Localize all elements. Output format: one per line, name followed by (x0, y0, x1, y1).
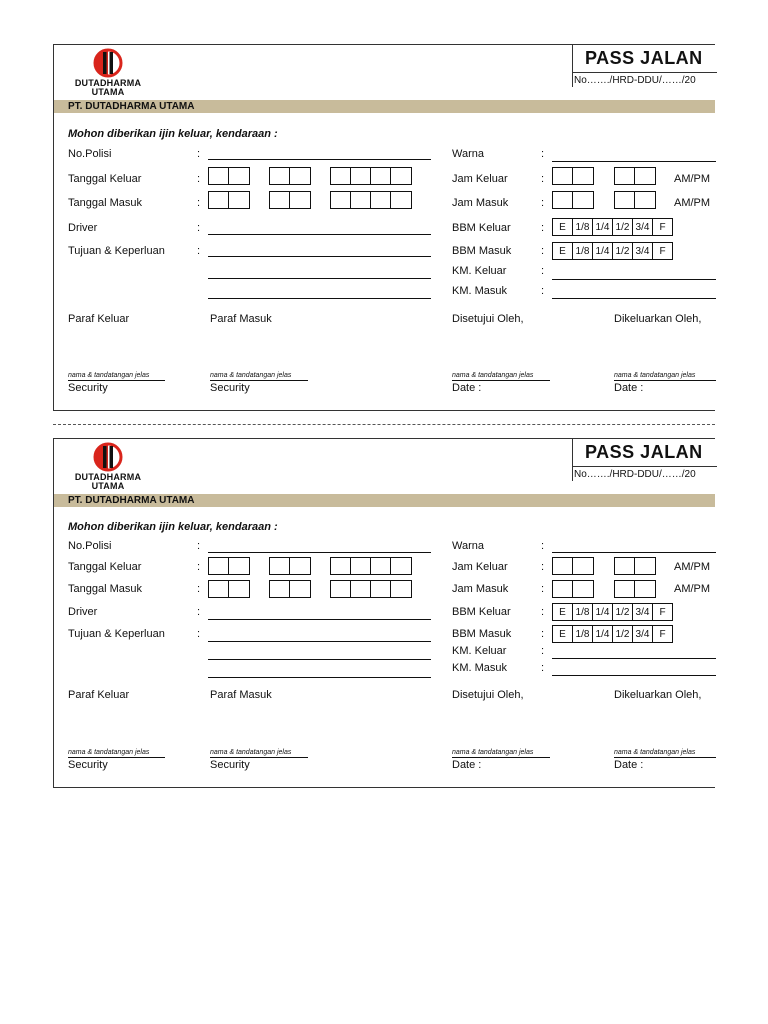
dikeluarkan-label: Dikeluarkan Oleh, (614, 313, 702, 325)
ampm-label: AM/PM (674, 583, 711, 595)
fuel-option[interactable]: E (553, 604, 573, 620)
jam-keluar-minute-boxes[interactable] (614, 167, 656, 185)
fuel-option[interactable]: 1/2 (613, 626, 633, 642)
label-km-masuk: KM. Masuk (452, 285, 508, 297)
bbm-masuk-gauge[interactable] (552, 625, 673, 643)
dikeluarkan-label: Dikeluarkan Oleh, (614, 689, 702, 701)
colon: : (197, 606, 201, 618)
tanggal-masuk-year-boxes[interactable] (330, 191, 412, 209)
label-driver: Driver (68, 606, 98, 618)
date-label: Date : (614, 382, 644, 394)
colon: : (541, 265, 545, 277)
colon: : (197, 173, 201, 185)
fuel-option[interactable]: 1/4 (593, 219, 613, 235)
ampm-label: AM/PM (674, 197, 711, 209)
fuel-option[interactable]: E (553, 219, 573, 235)
label-jam-masuk: Jam Masuk (452, 197, 509, 209)
warna-field[interactable] (552, 161, 716, 162)
colon: : (541, 628, 545, 640)
fuel-option[interactable]: F (659, 221, 666, 233)
colon: : (541, 148, 545, 160)
colon: : (197, 245, 201, 257)
tanggal-masuk-day-boxes[interactable] (208, 191, 250, 209)
date-label: Date : (452, 382, 482, 394)
fuel-option[interactable]: 1/4 (593, 243, 613, 259)
fuel-option[interactable]: 1/2 (613, 219, 633, 235)
tanggal-keluar-day-boxes[interactable] (208, 167, 250, 185)
signature-hint: nama & tandatangan jelas (614, 749, 716, 758)
warna-field[interactable] (552, 552, 716, 553)
label-tanggal-masuk: Tanggal Masuk (68, 197, 142, 209)
signature-hint: nama & tandatangan jelas (210, 749, 308, 758)
driver-field[interactable] (208, 234, 431, 235)
fuel-option[interactable]: 3/4 (633, 243, 653, 259)
fuel-option[interactable]: 1/8 (573, 219, 593, 235)
logo-text-line1: DUTADHARMA (74, 78, 142, 88)
colon: : (541, 606, 545, 618)
label-km-keluar: KM. Keluar (452, 265, 507, 277)
colon: : (197, 583, 201, 595)
date-label: Date : (614, 759, 644, 771)
colon: : (197, 197, 201, 209)
pass-jalan-form-1 (53, 44, 715, 411)
label-bbm-masuk: BBM Masuk (452, 245, 512, 257)
colon: : (541, 662, 545, 674)
tujuan-field-3[interactable] (208, 677, 431, 678)
tujuan-field-1[interactable] (208, 256, 431, 257)
fuel-option[interactable]: 1/8 (573, 604, 593, 620)
intro-text: Mohon diberikan ijin keluar, kendaraan : (68, 128, 278, 140)
security-label: Security (210, 759, 250, 771)
logo-icon (92, 47, 124, 79)
logo-icon (92, 441, 124, 473)
bbm-keluar-gauge[interactable] (552, 603, 673, 621)
disetujui-label: Disetujui Oleh, (452, 689, 524, 701)
colon: : (541, 583, 545, 595)
fuel-option[interactable]: 1/4 (593, 604, 613, 620)
label-bbm-masuk: BBM Masuk (452, 628, 512, 640)
colon: : (197, 561, 201, 573)
signature-hint: nama & tandatangan jelas (452, 372, 550, 381)
label-km-keluar: KM. Keluar (452, 645, 507, 657)
ampm-label: AM/PM (674, 173, 711, 185)
colon: : (541, 540, 545, 552)
company-logo (68, 47, 148, 97)
form-title: PASS JALAN (585, 48, 703, 68)
label-warna: Warna (452, 540, 484, 552)
tanggal-keluar-month-boxes[interactable] (269, 167, 311, 185)
jam-masuk-hour-boxes[interactable] (552, 191, 594, 209)
logo-text-line2: UTAMA (91, 87, 125, 97)
km-keluar-field[interactable] (552, 279, 716, 280)
colon: : (197, 540, 201, 552)
jam-keluar-hour-boxes[interactable] (552, 167, 594, 185)
tanggal-masuk-month-boxes[interactable] (269, 580, 311, 598)
fuel-option[interactable]: F (659, 628, 666, 640)
signature-hint: nama & tandatangan jelas (68, 749, 165, 758)
tanggal-keluar-day-boxes[interactable] (208, 557, 250, 575)
colon: : (541, 245, 545, 257)
security-label: Security (210, 382, 250, 394)
signature-hint: nama & tandatangan jelas (68, 372, 165, 381)
label-tanggal-keluar: Tanggal Keluar (68, 173, 142, 185)
company-bar (54, 494, 715, 507)
logo-text-line2: UTAMA (91, 481, 125, 491)
security-label: Security (68, 382, 108, 394)
colon: : (197, 222, 201, 234)
label-jam-masuk: Jam Masuk (452, 583, 509, 595)
tujuan-field-3[interactable] (208, 298, 431, 299)
label-driver: Driver (68, 222, 98, 234)
label-jam-keluar: Jam Keluar (452, 561, 508, 573)
label-no-polisi: No.Polisi (68, 148, 112, 160)
no-polisi-field[interactable] (208, 159, 431, 160)
jam-masuk-minute-boxes[interactable] (614, 191, 656, 209)
colon: : (197, 628, 201, 640)
km-masuk-field[interactable] (552, 675, 716, 676)
fuel-option[interactable]: 3/4 (633, 604, 653, 620)
fuel-option[interactable]: 1/2 (613, 243, 633, 259)
no-polisi-field[interactable] (208, 552, 431, 553)
colon: : (541, 561, 545, 573)
jam-masuk-minute-boxes[interactable] (614, 580, 656, 598)
paraf-masuk-label: Paraf Masuk (210, 313, 272, 325)
fuel-option[interactable]: 1/4 (593, 626, 613, 642)
tanggal-masuk-day-boxes[interactable] (208, 580, 250, 598)
form-number: No……./HRD-DDU/……/20 (573, 72, 717, 88)
fuel-option[interactable]: F (659, 245, 666, 257)
fuel-option[interactable]: 3/4 (633, 626, 653, 642)
bbm-masuk-gauge[interactable] (552, 242, 673, 260)
tanggal-masuk-month-boxes[interactable] (269, 191, 311, 209)
label-tanggal-keluar: Tanggal Keluar (68, 561, 142, 573)
title-box (572, 439, 717, 481)
jam-keluar-minute-boxes[interactable] (614, 557, 656, 575)
pass-jalan-form-2 (53, 438, 715, 788)
form-title: PASS JALAN (585, 442, 703, 462)
cut-line (53, 424, 715, 425)
colon: : (541, 285, 545, 297)
tanggal-keluar-year-boxes[interactable] (330, 557, 412, 575)
label-warna: Warna (452, 148, 484, 160)
colon: : (197, 148, 201, 160)
label-tujuan: Tujuan & Keperluan (68, 628, 165, 640)
company-bar (54, 100, 715, 113)
colon: : (541, 645, 545, 657)
km-masuk-field[interactable] (552, 298, 716, 299)
signature-hint: nama & tandatangan jelas (210, 372, 308, 381)
fuel-option[interactable]: 3/4 (633, 219, 653, 235)
fuel-option[interactable]: 1/2 (613, 604, 633, 620)
label-km-masuk: KM. Masuk (452, 662, 508, 674)
fuel-option[interactable]: F (659, 606, 666, 618)
jam-keluar-hour-boxes[interactable] (552, 557, 594, 575)
ampm-label: AM/PM (674, 561, 711, 573)
company-logo (68, 441, 148, 491)
bbm-keluar-gauge[interactable] (552, 218, 673, 236)
colon: : (541, 197, 545, 209)
title-box (572, 45, 717, 87)
company-name: PT. DUTADHARMA UTAMA (68, 495, 195, 506)
signature-hint: nama & tandatangan jelas (614, 372, 716, 381)
tanggal-keluar-month-boxes[interactable] (269, 557, 311, 575)
label-tujuan: Tujuan & Keperluan (68, 245, 165, 257)
paraf-keluar-label: Paraf Keluar (68, 689, 130, 701)
jam-masuk-hour-boxes[interactable] (552, 580, 594, 598)
logo-text-line1: DUTADHARMA (74, 472, 142, 482)
fuel-option[interactable]: E (553, 626, 573, 642)
tujuan-field-1[interactable] (208, 641, 431, 642)
label-no-polisi: No.Polisi (68, 540, 112, 552)
tanggal-keluar-year-boxes[interactable] (330, 167, 412, 185)
signature-hint: nama & tandatangan jelas (452, 749, 550, 758)
label-tanggal-masuk: Tanggal Masuk (68, 583, 142, 595)
form-number: No……./HRD-DDU/……/20 (573, 466, 717, 482)
tanggal-masuk-year-boxes[interactable] (330, 580, 412, 598)
paraf-masuk-label: Paraf Masuk (210, 689, 272, 701)
disetujui-label: Disetujui Oleh, (452, 313, 524, 325)
intro-text: Mohon diberikan ijin keluar, kendaraan : (68, 521, 278, 533)
date-label: Date : (452, 759, 482, 771)
fuel-option[interactable]: 1/8 (573, 243, 593, 259)
tujuan-field-2[interactable] (208, 659, 431, 660)
colon: : (541, 222, 545, 234)
km-keluar-field[interactable] (552, 658, 716, 659)
label-jam-keluar: Jam Keluar (452, 173, 508, 185)
company-name: PT. DUTADHARMA UTAMA (68, 101, 195, 112)
fuel-option[interactable]: E (553, 243, 573, 259)
fuel-option[interactable]: 1/8 (573, 626, 593, 642)
colon: : (541, 173, 545, 185)
tujuan-field-2[interactable] (208, 278, 431, 279)
paraf-keluar-label: Paraf Keluar (68, 313, 130, 325)
security-label: Security (68, 759, 108, 771)
label-bbm-keluar: BBM Keluar (452, 606, 511, 618)
driver-field[interactable] (208, 619, 431, 620)
label-bbm-keluar: BBM Keluar (452, 222, 511, 234)
